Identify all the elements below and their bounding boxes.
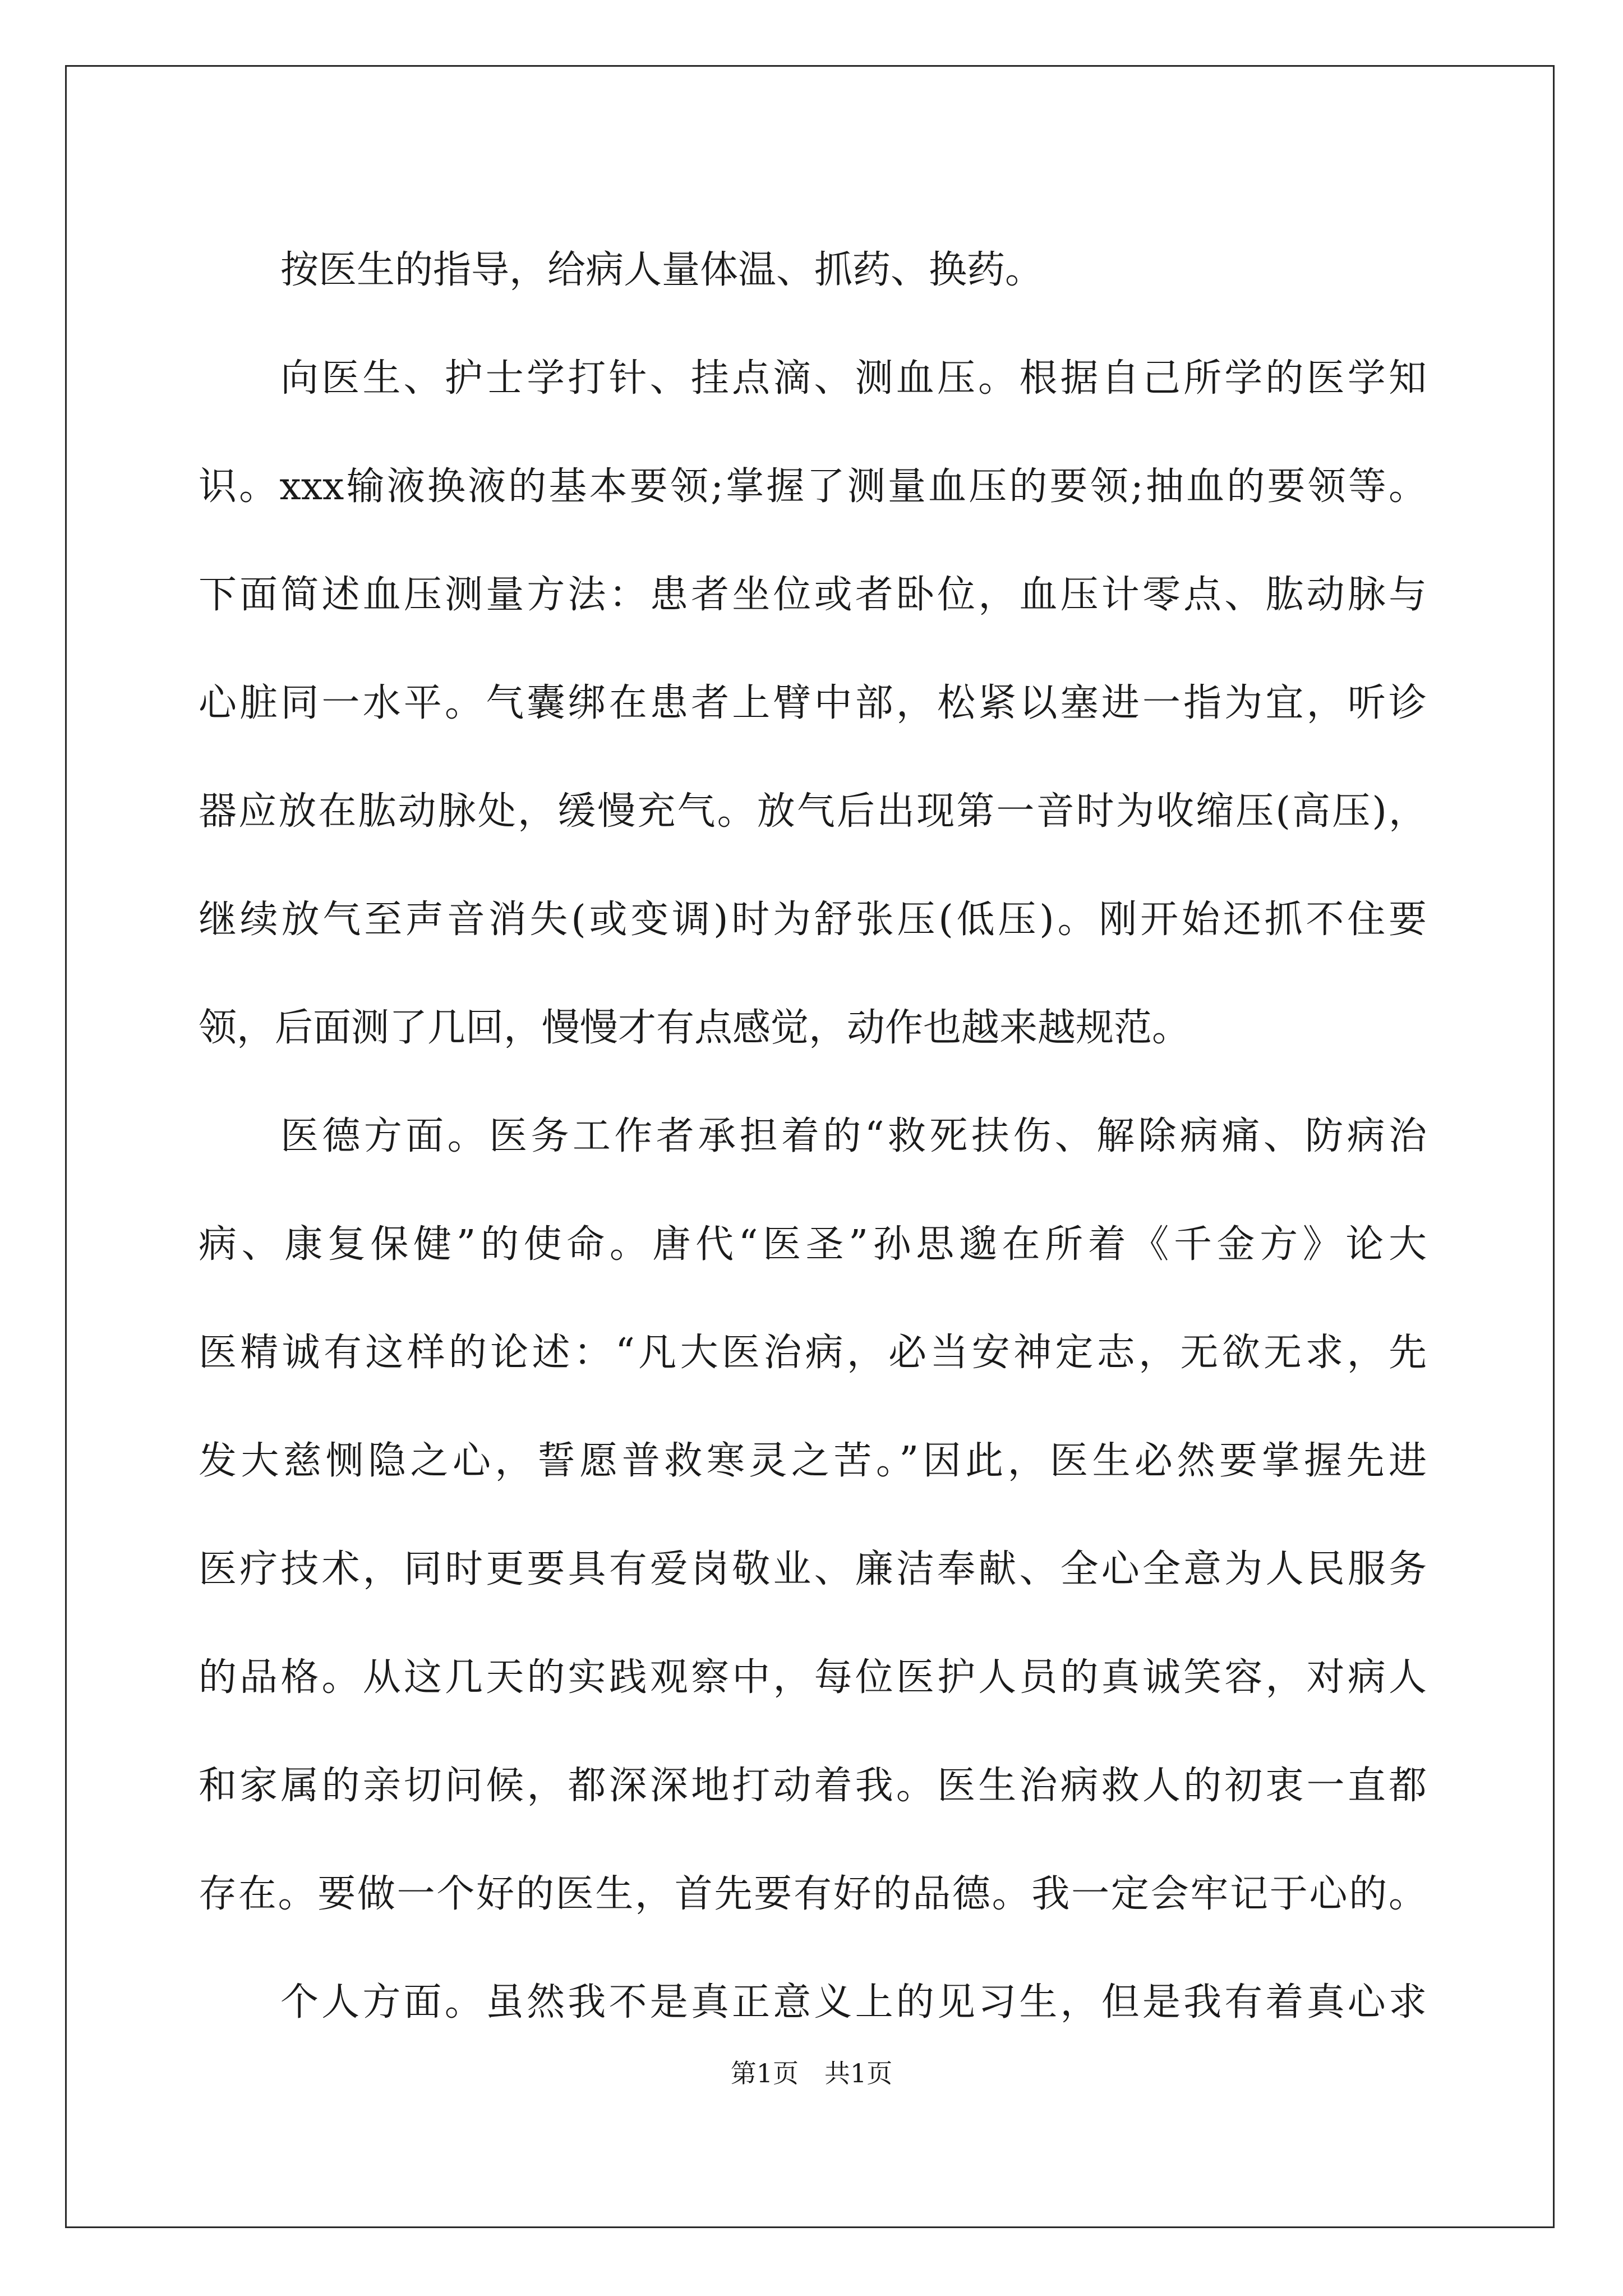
text-line: 医德方面。医务工作者承担着的“救死扶伤、解除病痛、防病治 <box>280 1114 1427 1158</box>
text-line: 识。xxx输液换液的基本要领;掌握了测量血压的要领;抽血的要领等。 <box>199 464 1427 509</box>
page-footer: 第1页 共1页 <box>730 2058 893 2088</box>
text-line: 心脏同一水平。气囊绑在患者上臂中部，松紧以塞进一指为宜，听诊 <box>199 681 1427 725</box>
text-line: 按医生的指导，给病人量体温、抓药、换药。 <box>280 248 1044 292</box>
text-line: 继续放气至声音消失(或变调)时为舒张压(低压)。刚开始还抓不住要 <box>199 898 1427 942</box>
text-line: 下面简述血压测量方法：患者坐位或者卧位，血压计零点、肱动脉与 <box>199 573 1427 617</box>
text-line: 器应放在肱动脉处，缓慢充气。放气后出现第一音时为收缩压(高压)， <box>199 789 1427 834</box>
text-line: 和家属的亲切问候，都深深地打动着我。医生治病救人的初衷一直都 <box>199 1764 1427 1808</box>
text-line: 存在。要做一个好的医生，首先要有好的品德。我一定会牢记于心的。 <box>199 1872 1427 1916</box>
text-line: 医疗技术，同时更要具有爱岗敬业、廉洁奉献、全心全意为人民服务 <box>199 1547 1427 1591</box>
text-line: 个人方面。虽然我不是真正意义上的见习生，但是我有着真心求 <box>280 1980 1427 2024</box>
document-body <box>199 216 1427 2056</box>
text-line: 向医生、护士学打针、挂点滴、测血压。根据自己所学的医学知 <box>280 356 1427 401</box>
text-line: 的品格。从这几天的实践观察中，每位医护人员的真诚笑容，对病人 <box>199 1655 1427 1700</box>
text-line: 领，后面测了几回，慢慢才有点感觉，动作也越来越规范。 <box>199 1006 1191 1050</box>
text-line: 病、康复保健”的使命。唐代“医圣”孙思邈在所着《千金方》论大 <box>199 1222 1427 1267</box>
text-line: 医精诚有这样的论述：“凡大医治病，必当安神定志，无欲无求，先 <box>199 1331 1427 1375</box>
text-line: 发大慈恻隐之心，誓愿普救寒灵之苦。”因此，医生必然要掌握先进 <box>199 1439 1427 1483</box>
